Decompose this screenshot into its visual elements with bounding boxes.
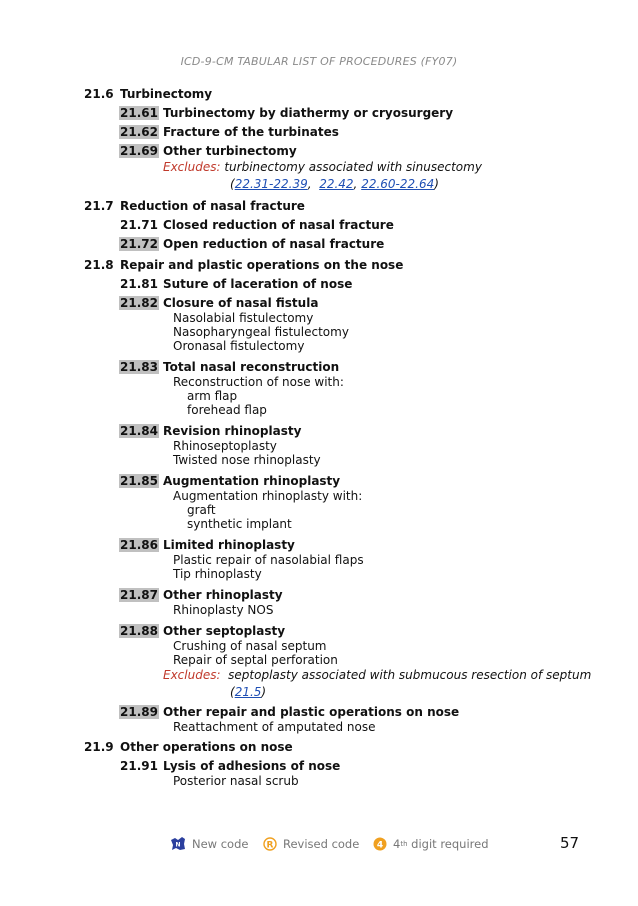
- excludes-link[interactable]: 22.60-22.64: [361, 177, 435, 191]
- inclusion-term: Plastic repair of nasolabial flaps: [173, 553, 364, 567]
- inclusion-term: Rhinoseptoplasty: [173, 439, 277, 453]
- category-title: Other operations on nose: [120, 740, 293, 754]
- category-code: 21.9: [84, 740, 114, 754]
- excludes-note: [163, 159, 638, 176]
- legend-digit-prefix: 4: [393, 837, 401, 851]
- code-number: 21.85: [120, 474, 158, 488]
- code-number: 21.87: [120, 588, 158, 602]
- legend-digit-suffix: th: [400, 840, 408, 848]
- code-title: Turbinectomy by diathermy or cryosurgery: [163, 106, 454, 120]
- inclusion-subterm: forehead flap: [187, 403, 267, 417]
- code-21-71: [120, 217, 638, 233]
- inclusion-term: Oronasal fistulectomy: [173, 339, 305, 353]
- inclusion-subterm: synthetic implant: [187, 517, 292, 531]
- excludes-refs: (21.5): [230, 685, 267, 699]
- code-21-87: [120, 587, 638, 603]
- code-title: Fracture of the turbinates: [163, 125, 339, 139]
- legend-footer: [0, 835, 638, 855]
- inclusion-term: Crushing of nasal septum: [173, 639, 327, 653]
- page-header: ICD-9-CM TABULAR LIST OF PROCEDURES (FY07): [180, 55, 458, 68]
- svg-text:R: R: [266, 840, 274, 851]
- code-title: Closed reduction of nasal fracture: [163, 218, 394, 232]
- code-21-82: [120, 295, 638, 311]
- fourth-digit-icon: [373, 837, 387, 851]
- code-number: 21.82: [120, 296, 158, 310]
- code-title: Revision rhinoplasty: [163, 424, 302, 438]
- inclusion-term: Repair of septal perforation: [173, 653, 338, 667]
- code-number: 21.72: [120, 237, 158, 251]
- code-21-88: [120, 623, 638, 639]
- excludes-text: turbinectomy associated with sinusectomy: [224, 160, 482, 174]
- code-number: 21.86: [120, 538, 158, 552]
- code-21-86: [120, 537, 638, 553]
- code-21-91: [120, 758, 638, 774]
- code-number: 21.61: [120, 106, 158, 120]
- code-title: Suture of laceration of nose: [163, 277, 353, 291]
- inclusion-term: Nasopharyngeal fistulectomy: [173, 325, 349, 339]
- code-number: 21.81: [120, 277, 158, 291]
- inclusion-subterm: arm flap: [187, 389, 238, 403]
- inclusion-subterm: graft: [187, 503, 216, 517]
- code-title: Other septoplasty: [163, 624, 286, 638]
- inclusion-term: Augmentation rhinoplasty with:: [173, 489, 363, 503]
- excludes-label: Excludes:: [163, 160, 221, 174]
- category-code: 21.6: [84, 87, 114, 101]
- code-number: 21.71: [120, 218, 158, 232]
- code-21-84: [120, 423, 638, 439]
- legend-fourth-digit: [373, 837, 489, 851]
- code-21-83: [120, 359, 638, 375]
- procedure-list: [0, 86, 638, 788]
- code-title: Other repair and plastic operations on nose: [163, 705, 460, 719]
- code-21-69: [120, 143, 638, 159]
- code-21-89: [120, 704, 638, 720]
- excludes-text: septoplasty associated with submucous resection of septum: [228, 668, 592, 682]
- legend-new-code: [170, 837, 248, 851]
- code-number: 21.83: [120, 360, 158, 374]
- code-21-62: [120, 124, 638, 140]
- legend-revised-code-label: Revised code: [283, 837, 360, 851]
- code-title: Lysis of adhesions of nose: [163, 759, 341, 773]
- svg-text:4: 4: [376, 840, 384, 851]
- code-title: Limited rhinoplasty: [163, 538, 295, 552]
- category-title: Reduction of nasal fracture: [120, 199, 305, 213]
- code-title: Total nasal reconstruction: [163, 360, 340, 374]
- code-21-72: [120, 236, 638, 252]
- category-code: 21.7: [84, 199, 114, 213]
- code-number: 21.84: [120, 424, 158, 438]
- inclusion-term: Reattachment of amputated nose: [173, 720, 376, 734]
- code-title: Augmentation rhinoplasty: [163, 474, 341, 488]
- legend-revised-code: [263, 837, 359, 851]
- excludes-label: Excludes:: [163, 668, 221, 682]
- code-number: 21.69: [120, 144, 158, 158]
- code-number: 21.89: [120, 705, 158, 719]
- category-21-6: [84, 86, 638, 102]
- category-21-9: [84, 739, 638, 755]
- code-21-81: [120, 276, 638, 292]
- code-title: Other rhinoplasty: [163, 588, 283, 602]
- category-code: 21.8: [84, 258, 114, 272]
- code-title: Closure of nasal fistula: [163, 296, 319, 310]
- excludes-refs: (22.31-22.39, 22.42, 22.60-22.64): [230, 177, 439, 191]
- code-number: 21.88: [120, 624, 158, 638]
- inclusion-term: Posterior nasal scrub: [173, 774, 299, 788]
- excludes-link[interactable]: 22.31-22.39: [234, 177, 308, 191]
- code-number: 21.91: [120, 759, 158, 773]
- inclusion-term: Reconstruction of nose with:: [173, 375, 344, 389]
- svg-text:N: N: [175, 841, 181, 849]
- category-21-7: [84, 198, 638, 214]
- revised-code-icon: [263, 837, 277, 851]
- inclusion-term: Twisted nose rhinoplasty: [173, 453, 321, 467]
- code-title: Open reduction of nasal fracture: [163, 237, 385, 251]
- code-21-61: [120, 105, 638, 121]
- category-21-8: [84, 257, 638, 273]
- category-title: Repair and plastic operations on the nose: [120, 258, 404, 272]
- inclusion-term: Rhinoplasty NOS: [173, 603, 274, 617]
- legend-digit-label: digit required: [407, 837, 489, 851]
- new-code-icon: [170, 837, 186, 851]
- excludes-link[interactable]: 22.42: [319, 177, 354, 191]
- category-title: Turbinectomy: [120, 87, 213, 101]
- inclusion-term: Tip rhinoplasty: [173, 567, 262, 581]
- legend-new-code-label: New code: [192, 837, 249, 851]
- excludes-note: [163, 667, 638, 684]
- code-21-85: [120, 473, 638, 489]
- code-number: 21.62: [120, 125, 158, 139]
- page-number: 57: [560, 834, 580, 852]
- code-title: Other turbinectomy: [163, 144, 297, 158]
- inclusion-term: Nasolabial fistulectomy: [173, 311, 314, 325]
- excludes-link[interactable]: 21.5: [234, 685, 262, 699]
